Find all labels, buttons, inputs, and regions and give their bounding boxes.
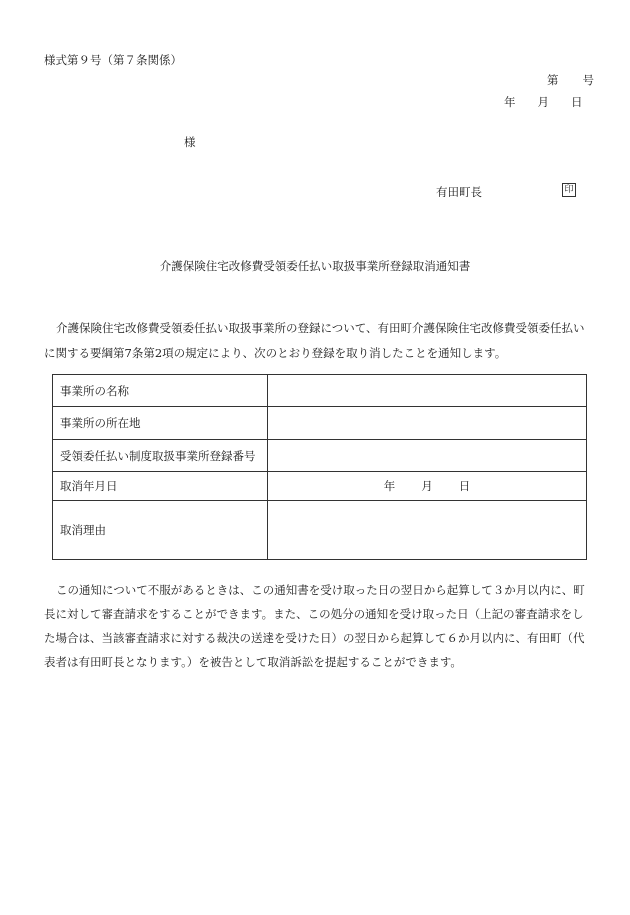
issue-date-year: 年 bbox=[504, 95, 516, 109]
document-number bbox=[547, 72, 594, 88]
cancel-date-day: 日 bbox=[458, 479, 471, 493]
table-label-cancellation-date: 取消年月日 bbox=[53, 472, 268, 501]
issuer-name: 有田町長 bbox=[436, 185, 482, 199]
document-number-suffix: 号 bbox=[582, 73, 594, 87]
appeal-notice-paragraph: この通知について不服があるときは、この通知書を受け取った日の翌日から起算して３か月以内に、町長に対して審査請求をすることができます。また、この処分の通知を受け取った日（上記の審査請求をした場合は、当該審査請求に対する裁決の送達を受けた日）の翌日から起算して６か月以内に、有田町（代表者は有田町長となります。）を被告として取消訴訟を提起することができます。 bbox=[44, 583, 585, 669]
table-label-facility-name: 事業所の名称 bbox=[53, 375, 268, 407]
issue-date-day: 日 bbox=[571, 95, 583, 109]
intro-paragraph: 介護保険住宅改修費受領委任払い取扱事業所の登録について、有田町介護保険住宅改修費受領委任払いに関する要綱第7条第2項の規定により、次のとおり登録を取り消したことを通知します。 bbox=[44, 321, 585, 360]
document-title: 介護保険住宅改修費受領委任払い取扱事業所登録取消通知書 bbox=[159, 259, 471, 273]
document-number-prefix: 第 bbox=[547, 73, 559, 87]
table-row bbox=[53, 472, 587, 501]
info-table bbox=[52, 374, 587, 560]
table-label-cancellation-reason: 取消理由 bbox=[53, 501, 268, 560]
table-value-facility-name bbox=[268, 375, 587, 407]
cancel-date-year: 年 bbox=[383, 479, 396, 493]
table-row bbox=[53, 440, 587, 472]
table-label-facility-address: 事業所の所在地 bbox=[53, 407, 268, 440]
issue-date-month: 月 bbox=[537, 95, 549, 109]
cancel-date-month: 月 bbox=[421, 479, 433, 493]
recipient-suffix: 様 bbox=[184, 135, 196, 149]
table-value-cancellation-reason bbox=[268, 501, 587, 560]
table-label-registration-number: 受領委任払い制度取扱事業所登録番号 bbox=[53, 440, 268, 472]
seal-mark: 印 bbox=[562, 183, 576, 197]
table-value-cancellation-date bbox=[268, 472, 587, 501]
table-row bbox=[53, 407, 587, 440]
form-number: 様式第９号（第７条関係） bbox=[44, 53, 182, 67]
table-value-facility-address bbox=[268, 407, 587, 440]
table-value-registration-number bbox=[268, 440, 587, 472]
issue-date bbox=[504, 94, 583, 110]
table-row bbox=[53, 501, 587, 560]
table-row bbox=[53, 375, 587, 407]
